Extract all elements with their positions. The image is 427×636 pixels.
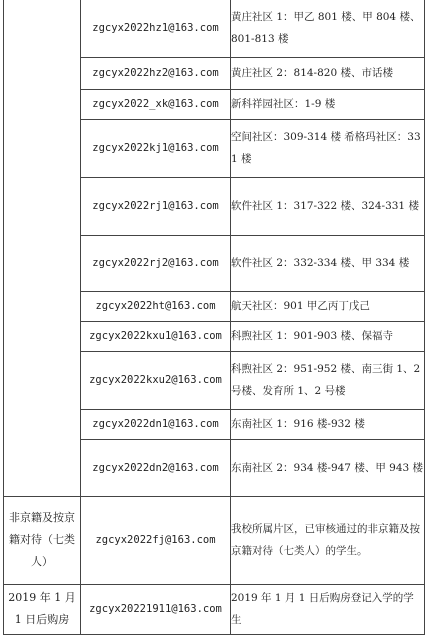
table-row xyxy=(4,0,425,57)
scope-cell: 我校所属片区，已审核通过的非京籍及按京籍对待（七类人）的学生。 xyxy=(231,496,425,584)
email-cell: zgcyx2022fj@163.com xyxy=(81,496,231,584)
scope-cell: 软件社区 2：332-334 楼、甲 334 楼 xyxy=(231,235,425,291)
email-cell: zgcyx2022kxu2@163.com xyxy=(81,351,231,409)
scope-cell: 科煦社区 2：951-952 楼、南三街 1、2 号楼、发育所 1、2 号楼 xyxy=(231,351,425,409)
scope-cell: 软件社区 1：317-322 楼、324-331 楼 xyxy=(231,177,425,235)
email-cell: zgcyx2022kj1@163.com xyxy=(81,119,231,177)
scope-cell: 黄庄社区 1：甲乙 801 楼、甲 804 楼、801-813 楼 xyxy=(231,0,425,57)
scope-cell: 2019 年 1 月 1 日后购房登记入学的学生 xyxy=(231,584,425,634)
scope-cell: 黄庄社区 2：814-820 楼、市话楼 xyxy=(231,57,425,89)
email-cell: zgcyx2022rj1@163.com xyxy=(81,177,231,235)
email-cell: zgcyx2022kxu1@163.com xyxy=(81,321,231,351)
email-cell: zgcyx2022hz1@163.com xyxy=(81,0,231,57)
scope-cell: 科煦社区 1：901-903 楼、保福寺 xyxy=(231,321,425,351)
scope-cell: 新科祥园社区：1-9 楼 xyxy=(231,89,425,119)
table-row xyxy=(4,584,425,634)
email-cell: zgcyx2022dn1@163.com xyxy=(81,409,231,439)
email-assignment-table xyxy=(3,0,425,635)
category-cell: 2019 年 1 月 1 日后购房 xyxy=(4,584,81,634)
email-cell: zgcyx2022hz2@163.com xyxy=(81,57,231,89)
email-cell: zgcyx20221911@163.com xyxy=(81,584,231,634)
category-cell-blank xyxy=(4,0,81,496)
email-cell: zgcyx2022dn2@163.com xyxy=(81,439,231,496)
email-cell: zgcyx2022rj2@163.com xyxy=(81,235,231,291)
category-cell: 非京籍及按京籍对待（七类人） xyxy=(4,496,81,584)
email-cell: zgcyx2022_xk@163.com xyxy=(81,89,231,119)
email-cell: zgcyx2022ht@163.com xyxy=(81,291,231,321)
scope-cell: 空间社区：309-314 楼 希格玛社区：331 楼 xyxy=(231,119,425,177)
scope-cell: 东南社区 1：916 楼-932 楼 xyxy=(231,409,425,439)
scope-cell: 航天社区：901 甲乙丙丁戊己 xyxy=(231,291,425,321)
table-row xyxy=(4,496,425,584)
scope-cell: 东南社区 2：934 楼-947 楼、甲 943 楼 xyxy=(231,439,425,496)
